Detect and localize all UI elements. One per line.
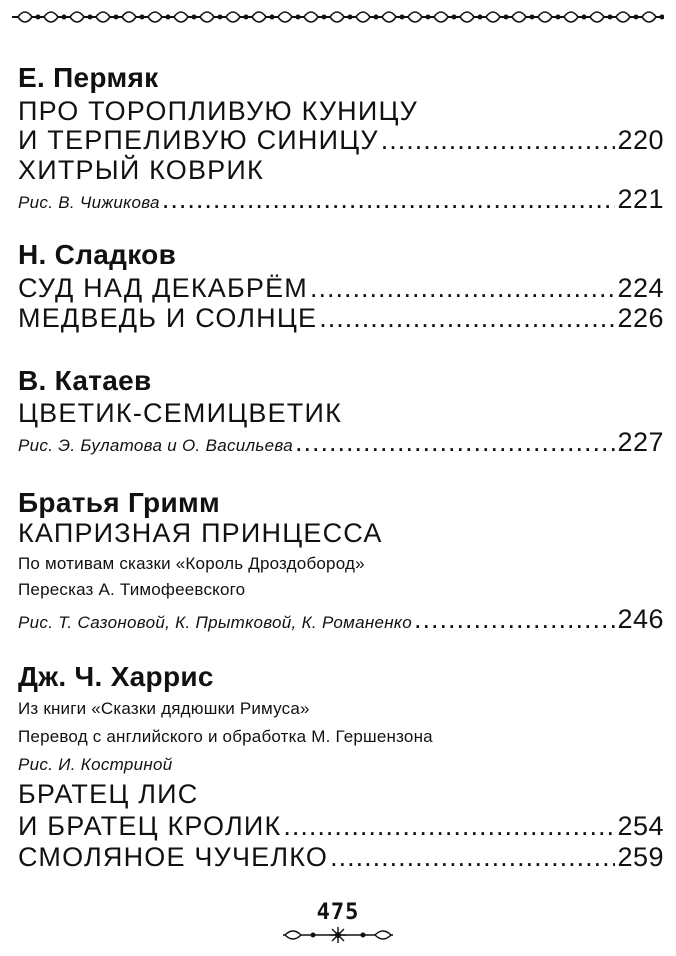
story-title-text: ХИТРЫЙ КОВРИК	[18, 155, 264, 185]
page-ref: 221	[617, 184, 664, 214]
illustrator-text: Рис. Э. Булатова и О. Васильева	[18, 436, 293, 455]
story-title-text: СМОЛЯНОЕ ЧУЧЕЛКО	[18, 842, 329, 872]
leader-dots	[319, 303, 615, 334]
illustrator-text: Рис. В. Чижикова	[18, 193, 160, 212]
story-title[interactable]	[18, 518, 664, 549]
story-title-text: ЦВЕТИК-СЕМИЦВЕТИК	[18, 398, 343, 428]
page-ref: 259	[617, 842, 664, 872]
page-ref: 246	[617, 604, 664, 634]
leaf-vine-ornament-icon	[12, 4, 664, 30]
story-title[interactable]	[18, 96, 664, 127]
story-title[interactable]	[18, 842, 664, 873]
page-number: 475	[316, 900, 360, 925]
story-title-text: БРАТЕЦ ЛИС	[18, 779, 199, 809]
page-ref: 227	[617, 427, 664, 457]
page-ref: 220	[617, 125, 664, 155]
leader-dots	[381, 125, 616, 156]
story-title[interactable]	[18, 303, 664, 334]
story-title[interactable]	[18, 125, 664, 156]
leader-dots	[330, 842, 615, 873]
author-name: В. Катаев	[18, 365, 152, 396]
page-ref: 224	[617, 273, 664, 303]
illustrator-line	[18, 755, 664, 775]
story-title[interactable]	[18, 398, 664, 429]
story-title-text: И ТЕРПЕЛИВУЮ СИНИЦУ	[18, 125, 379, 155]
leader-dots	[295, 427, 615, 458]
author-name: Н. Сладков	[18, 239, 177, 270]
story-title[interactable]	[18, 273, 664, 304]
story-title-text: ПРО ТОРОПЛИВУЮ КУНИЦУ	[18, 96, 419, 126]
story-title-text: КАПРИЗНАЯ ПРИНЦЕССА	[18, 518, 383, 548]
page-ref: 254	[617, 811, 664, 841]
illustrator-text: Рис. И. Костриной	[18, 755, 173, 774]
leader-dots	[414, 604, 615, 635]
author-name: Е. Пермяк	[18, 62, 159, 93]
story-title-text: СУД НАД ДЕКАБРЁМ	[18, 273, 308, 303]
author-name: Братья Гримм	[18, 487, 220, 518]
story-title[interactable]	[18, 155, 664, 186]
story-title-text: И БРАТЕЦ КРОЛИК	[18, 811, 282, 841]
illustrator-line[interactable]	[18, 427, 664, 458]
leader-dots	[310, 273, 615, 304]
illustrator-line[interactable]	[18, 184, 664, 215]
story-title[interactable]	[18, 779, 664, 810]
flower-ornament-icon	[283, 926, 393, 944]
note-text: Перевод с английского и обработка М. Гершензона	[18, 727, 433, 746]
note-text: Пересказ А. Тимофеевского	[18, 580, 246, 599]
note-text: Из книги «Сказки дядюшки Римуса»	[18, 699, 310, 718]
author-name: Дж. Ч. Харрис	[18, 661, 214, 692]
note-text: По мотивам сказки «Король Дроздобород»	[18, 554, 365, 573]
story-title[interactable]	[18, 811, 664, 842]
illustrator-text: Рис. Т. Сазоновой, К. Прытковой, К. Романенко	[18, 613, 413, 632]
page-ref: 226	[617, 303, 664, 333]
story-title-text: МЕДВЕДЬ И СОЛНЦЕ	[18, 303, 318, 333]
illustrator-line[interactable]	[18, 604, 664, 635]
leader-dots	[283, 811, 615, 842]
leader-dots	[162, 184, 616, 215]
